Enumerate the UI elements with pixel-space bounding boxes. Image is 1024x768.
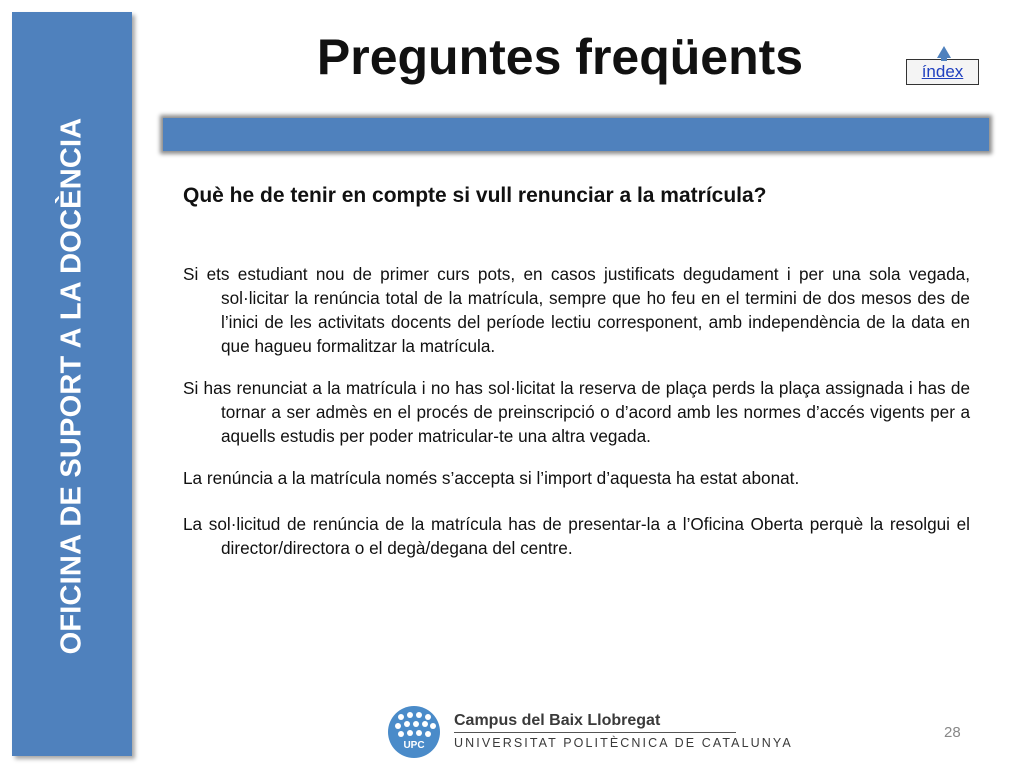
sidebar-title: OFICINA DE SUPORT A LA DOCÈNCIA xyxy=(55,117,88,655)
campus-name: Campus del Baix Llobregat xyxy=(454,712,661,729)
page-title: Preguntes freqüents xyxy=(316,29,804,85)
answer-paragraph: Si has renunciat a la matrícula i no has sol·licitat la reserva de plaça perds la plaça assignada i has de tornar a ser admès en el procés de preinscripció o d’acord amb les normes d’accés vigents per a aquells estudis per poder matricular-te una altra vegada. xyxy=(183,378,970,446)
index-link-label[interactable]: índex xyxy=(921,62,964,81)
index-button[interactable] xyxy=(906,59,979,85)
university-name: UNIVERSITAT POLITÈCNICA DE CATALUNYA xyxy=(454,736,793,750)
answer-paragraph: Si ets estudiant nou de primer curs pots, en casos justificats degudament i per una sola vegada, sol·licitar la renúncia total de la matrícula, sempre que ho feu en el termini de dos mesos des de l’inici de les activitats docents del període lectiu corresponent, amb independència de la data en que hagueu formalitzar la matrícula. xyxy=(183,264,970,356)
logo-text: UPC xyxy=(403,740,425,751)
answer-body xyxy=(183,262,970,578)
header-divider-bar xyxy=(163,118,989,151)
question-heading: Què he de tenir en compte si vull renunciar a la matrícula? xyxy=(183,184,767,207)
footer-divider xyxy=(454,732,736,733)
up-arrow-stem xyxy=(941,56,947,61)
answer-paragraph: La renúncia a la matrícula només s’accepta si l’import d’aquesta ha estat abonat. xyxy=(183,468,800,488)
page-number: 28 xyxy=(944,724,961,741)
answer-paragraph: La sol·licitud de renúncia de la matrícula has de presentar-la a l’Oficina Oberta perquè la resolgui el director/directora o el degà/degana del centre. xyxy=(183,514,970,558)
upc-logo-icon xyxy=(388,706,440,758)
